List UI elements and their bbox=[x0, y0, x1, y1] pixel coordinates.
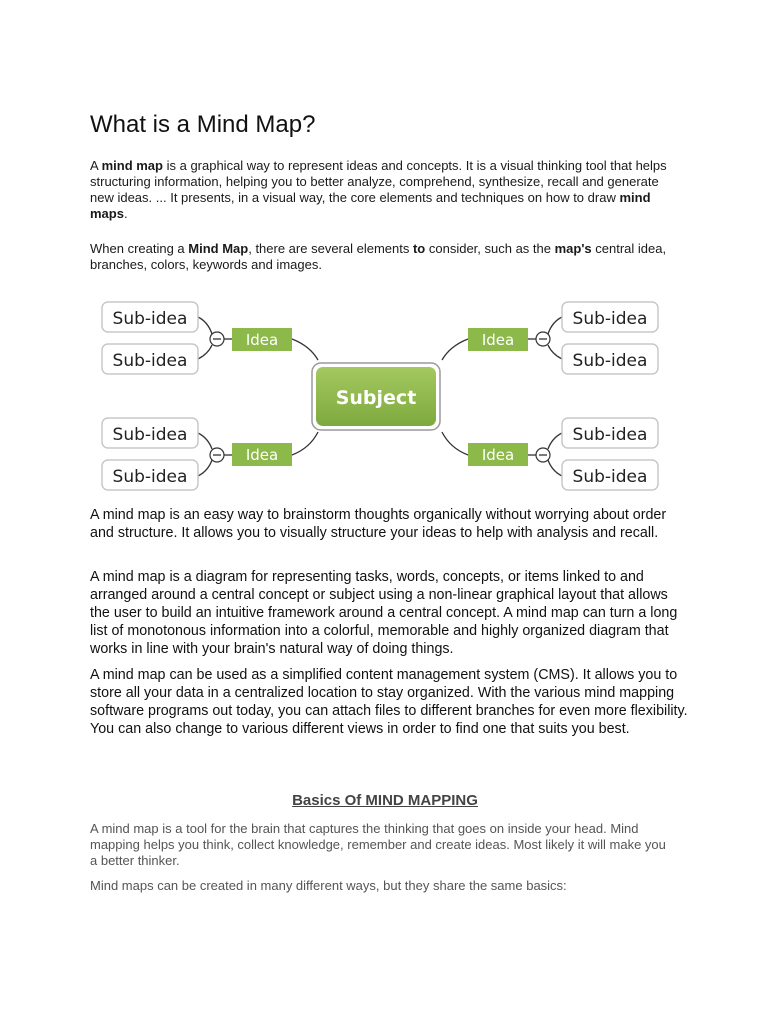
sub-idea-label: Sub-idea bbox=[112, 467, 188, 487]
basics-paragraph-1: A mind map is a tool for the brain that captures the thinking that goes on inside your head. Mind mapping helps you think, collect knowledge, remember and create ideas. Most likely it will make you a better thinker. bbox=[90, 821, 666, 868]
intro-bold-term: mind maps bbox=[90, 190, 651, 221]
elements-paragraph bbox=[90, 241, 680, 273]
body-paragraph-2: A mind map is a diagram for representing tasks, words, concepts, or items linked to and arranged around a central concept or subject using a non-linear graphical layout that allows the user to build an intuitive framework around a central concept. A mind map can turn a long list of monotonous information into a colorful, memorable and highly organized diagram that works in line with your brain's natural way of doing things. bbox=[90, 569, 678, 657]
sub-idea-label: Sub-idea bbox=[572, 425, 648, 445]
sub-idea-node bbox=[102, 418, 198, 448]
elements-bold-term: Mind Map bbox=[188, 241, 249, 256]
section-heading: Basics Of MIND MAPPING bbox=[292, 792, 478, 809]
idea-node-top-left bbox=[232, 328, 292, 351]
idea-label: Idea bbox=[245, 446, 279, 464]
elements-text: When creating a bbox=[90, 241, 189, 256]
intro-text: A bbox=[90, 158, 102, 173]
sub-idea-label: Sub-idea bbox=[572, 309, 648, 329]
elements-text: consider, such as the bbox=[425, 241, 555, 256]
sub-idea-label: Sub-idea bbox=[112, 425, 188, 445]
sub-idea-node bbox=[562, 460, 658, 490]
intro-paragraph bbox=[90, 158, 680, 222]
collapse-icon[interactable] bbox=[210, 448, 224, 462]
collapse-icon[interactable] bbox=[536, 332, 550, 346]
body-paragraph-3: A mind map can be used as a simplified content management system (CMS). It allows you to store all your data in a centralized location to stay organized. With the various mind mapping software programs out today, you can attach files to different branches for even more flexibility. You can also change to various different views in order to find one that suits you best. bbox=[90, 667, 688, 737]
intro-text: is a graphical way to represent ideas and concepts. It is a visual thinking tool that helps structuring information, helping you to better analyze, comprehend, synthesize, recall and generate new ideas. ... It presents, in a visual way, the core elements and techniques on how to draw bbox=[90, 158, 667, 205]
collapse-icon[interactable] bbox=[536, 448, 550, 462]
sub-idea-node bbox=[562, 302, 658, 332]
sub-idea-label: Sub-idea bbox=[572, 351, 648, 371]
idea-label: Idea bbox=[481, 446, 515, 464]
page-title: What is a Mind Map? bbox=[90, 111, 316, 138]
idea-label: Idea bbox=[481, 331, 515, 349]
elements-text: , there are several elements bbox=[248, 241, 413, 256]
mind-map-diagram bbox=[100, 296, 660, 496]
elements-text: central idea, branches, colors, keywords and images. bbox=[90, 241, 667, 272]
elements-bold-term: map's bbox=[554, 241, 592, 256]
sub-idea-node bbox=[562, 418, 658, 448]
sub-idea-node bbox=[102, 302, 198, 332]
elements-bold-term: to bbox=[412, 241, 426, 256]
idea-node-top-right bbox=[468, 328, 528, 351]
sub-idea-label: Sub-idea bbox=[112, 351, 188, 371]
intro-bold-term: mind map bbox=[101, 158, 163, 173]
sub-idea-node bbox=[562, 344, 658, 374]
collapse-icon[interactable] bbox=[210, 332, 224, 346]
intro-text: . bbox=[123, 206, 128, 221]
idea-node-bottom-left bbox=[232, 443, 292, 466]
basics-paragraph-2: Mind maps can be created in many different ways, but they share the same basics: bbox=[90, 878, 567, 893]
subject-node bbox=[312, 363, 440, 430]
sub-idea-label: Sub-idea bbox=[572, 467, 648, 487]
idea-node-bottom-right bbox=[468, 443, 528, 466]
idea-label: Idea bbox=[245, 331, 279, 349]
sub-idea-node bbox=[102, 460, 198, 490]
subject-label: Subject bbox=[335, 387, 417, 409]
sub-idea-label: Sub-idea bbox=[112, 309, 188, 329]
sub-idea-node bbox=[102, 344, 198, 374]
body-paragraph-1: A mind map is an easy way to brainstorm thoughts organically without worrying about order and structure. It allows you to visually structure your ideas to help with analysis and recall. bbox=[90, 507, 667, 541]
